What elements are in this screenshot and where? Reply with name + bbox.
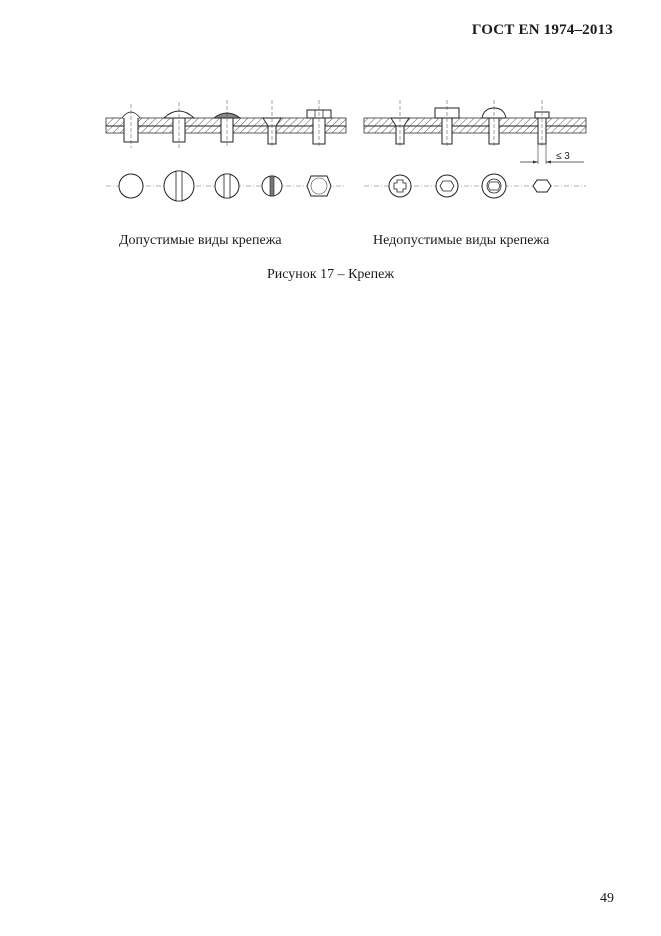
allowed-fasteners-side-view — [106, 100, 346, 148]
figure-title: Рисунок 17 – Крепеж — [266, 267, 395, 282]
not-allowed-fasteners-caption: Недопустимые виды крепежа — [373, 233, 550, 248]
allowed-fasteners-caption: Допустимые виды крепежа — [119, 233, 282, 248]
not-allowed-fasteners-top-view — [364, 174, 586, 198]
allowed-fasteners-top-view — [106, 171, 346, 201]
document-code: ГОСТ EN 1974–2013 — [471, 22, 613, 38]
page-number: 49 — [600, 891, 614, 906]
dimension-label: ≤ 3 — [556, 151, 570, 162]
fasteners-drawing — [100, 96, 590, 216]
not-allowed-fasteners-side-view — [364, 100, 586, 164]
